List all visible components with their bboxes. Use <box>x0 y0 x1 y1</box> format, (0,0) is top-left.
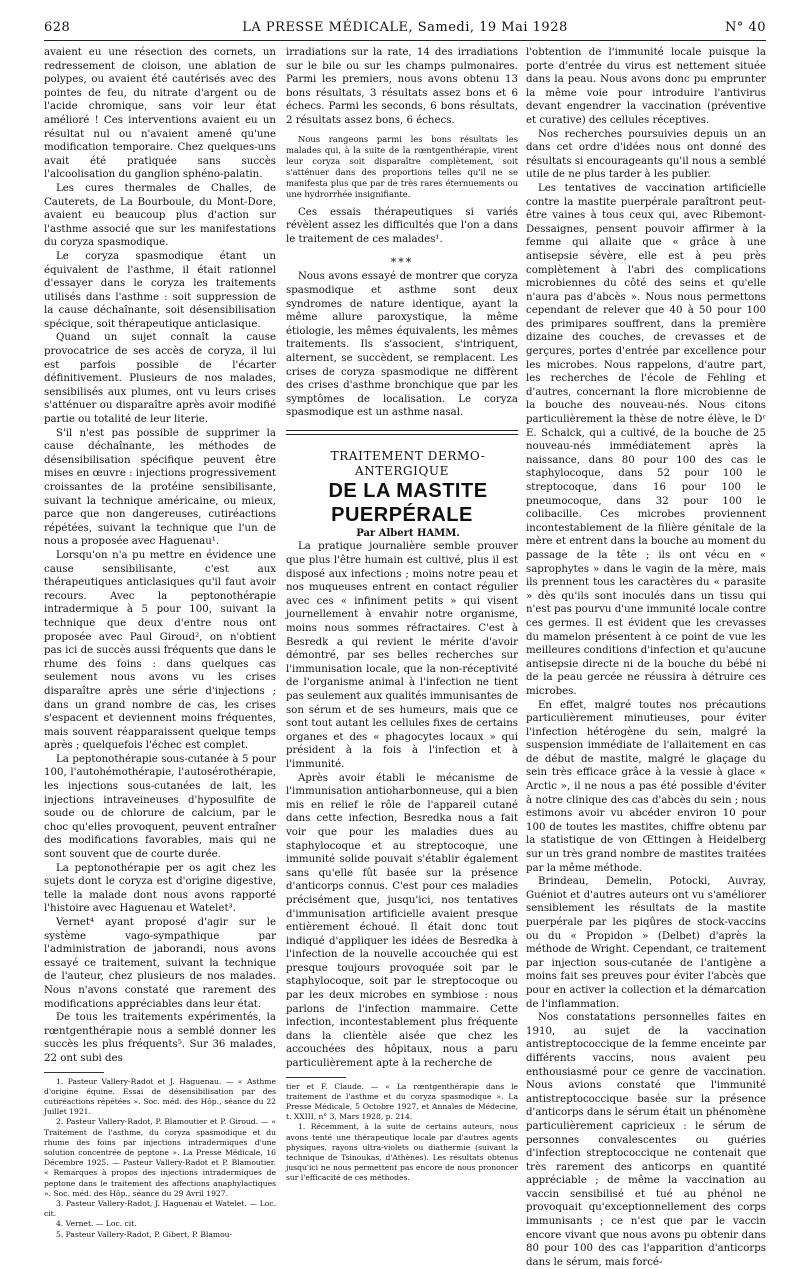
paragraph: Brindeau, Demelin, Potocki, Auvray, Guéniot et d'autres auteurs ont vu s'améliorer sensiblement les résultats de la mastite puerpérale par les piqûres de stock-vaccins ou du « Propidon » (Delbet) d'après la méthode de Wright. Cependant, ce traitement par injection sous-cutanée de l'antigène a moins fait ses preuves pour éviter l'abcès que pour en activer la collection et la démarcation de l'inflammation. <box>526 876 766 1010</box>
paragraph: Lorsqu'on n'a pu mettre en évidence une cause sensibilisante, c'est aux thérapeutiques anticlasiques qu'il faut avoir recours. Avec la peptonothérapie intradermique à 5 pour 100, suivant la technique que deux d'entre nous ont proposée avec Paul Giroud², on n'obtient pas ici de succès aussi fréquents que dans le rhume des foins : dans quelques cas seulement nous avons vu les crises disparaître après une série d'injections ; dans un grand nombre de cas, les crises s'espacent et deviennent moins fréquentes, mais souvent réapparaissent quelque temps après ; quelquefois l'échec est complet. <box>44 549 276 752</box>
page-number: 628 <box>44 20 71 35</box>
paragraph: En effet, malgré toutes nos précautions particulièrement minutieuses, pour éviter l'infection hétérogène du sein, malgré la suspension immédiate de l'allaitement en cas de début de mastite, malgré le glaçage du sein très efficace grâce à la vessie à glace « Arctic », il ne nous a pas été possible d'éviter à notre clinique des cas d'abcès du sein ; nous estimons avoir vu abcéder environ 10 pour 100 de toutes les mastites, chiffre obtenu par la statistique de von Œttingen à Heidelberg sur un très grand nombre de mastites traitées par la même méthode. <box>526 699 766 874</box>
footnote: 1. Pasteur Vallery-Radot et J. Haguenau. — « Asthme d'origine équine. Essai de désensibilisation par des cutiréactions répétées ». Soc. méd. des Hôp., séance du 22 Juillet 1921. <box>44 1076 276 1117</box>
paragraph: Vernet⁴ ayant proposé d'agir sur le système vago-sympathique par l'administration de jaborandi, nous avons essayé ce traitement, suivant la technique de l'auteur, chez plusieurs de nos malades. Nous n'avons constaté que rarement des modifications appréciables dans leur état. <box>44 917 276 1010</box>
article-separator <box>286 434 518 435</box>
footnote: 4. Vernet. — Loc. cit. <box>56 1219 137 1229</box>
paragraph: Les cures thermales de Challes, de Cauterets, de La Bourboule, du Mont-Dore, avaient eu beaucoup plus d'action sur l'asthme associé que sur les manifestations du coryza spasmodique. <box>44 182 276 249</box>
article-title: DE LA MASTITE PUERPÉRALE <box>328 479 488 526</box>
paragraph: La peptonothérapie sous-cutanée à 5 pour 100, l'autohémothérapie, l'autosérothérapie, les injections sous-cutanées de lait, les injections intraveineuses d'hyposulfite de soude ou de chlorure de calcium, par le choc qu'elles provoquent, peuvent entraîner des modifications favorables, mais qui ne sont souvent que de courte durée. <box>44 753 276 861</box>
column-right <box>526 46 766 1268</box>
paragraph: De tous les traitements expérimentés, la rœntgenthérapie nous a semblé donner les succès les plus fréquents⁵. Sur 36 malades, 22 ont subi des <box>44 1012 276 1064</box>
paragraph: Les tentatives de vaccination artificielle contre la mastite puerpérale paraîtront peut-être vaines à tous ceux qui, avec Ribemont-Dessaignes, pensent pouvoir affirmer à la femme qui allaite que « grâce à une antisepsie sévère, elle est à peu près complètement à l'abri des complications microbiennes du côté des seins et qu'elle n'aura pas d'abcès ». Nous nous permettons cependant de relever que 40 à 50 pour 100 des primipares souffrent, dans la première dizaine des couches, de crevasses et de gerçures, portes d'entrée par excellence pour les microbes. Nous rappelons, d'autre part, les recherches de l'école de Fehling et d'autres, concernant la flore microbienne de la bouche des nouveau-nés. Nous citons particulièrement la thèse de notre élève, le Dʳ E. Schalck, qui a cultivé, de la bouche de 25 nouveau-nés immédiatement après la naissance, dans 80 pour 100 des cas le staphylocoque, dans 52 pour 100 le streptocoque, dans 16 pour 100 le pneumocoque, dans 32 pour 100 le colibacille. Ces microbes proviennent incontestablement de la filière génitale de la mère et entrent dans la bouche au moment du passage de la tête ; ils ont vécu en « saprophytes » dans le vagin de la mère, mais ils prennent tous les caractères du « parasite » dès qu'ils sont inoculés dans un tissu qui n'est pas pourvu d'une immunité locale contre ces germes. Il est évident que les crevasses du mamelon présentent à ce point de vue les meilleures conditions d'infection et qu'aucune antisepsie directe ni de la bouche du bébé ni de la peau gercée ne réussira à détruire ces microbes. <box>526 182 766 697</box>
paragraph-small: Nous rangeons parmi les bons résultats les malades qui, à la suite de la rœntgenthérapie, virent leur coryza soit disparaître complètement, soit s'atténuer dans des proportions telles qu'il ne se manifesta plus que par de très rares éternuements ou une hydrorrhée insignifiante. <box>286 133 518 199</box>
column-middle <box>286 46 518 1183</box>
paragraph: Nous avons essayé de montrer que coryza spasmodique et asthme sont deux syndromes de nature identique, ayant la même allure paroxystique, la même étiologie, les mêmes équivalents, les mêmes traitements. Ils s'associent, s'intriquent, alternent, se succèdent, se remplacent. Les crises de coryza spasmodique ne diffèrent des crises d'asthme bronchique que par les symptômes de localisation. Le coryza spasmodique est un asthme nasal. <box>286 271 518 419</box>
footnote: 1. Récemment, à la suite de certains auteurs, nous avons tenté une thérapeutique locale par d'autres agents physiques, rayons ultra-violets ou diathermie (suivant la technique de Tsinoukas, d'Athènes). Les résultats obtenus jusqu'ici ne nous permettent pas encore de nous prononcer sur l'efficacité de ces méthodes. <box>286 1122 518 1183</box>
paragraph: Le coryza spasmodique étant un équivalent de l'asthme, il était rationnel d'essayer dans le coryza les traitements utilisés dans l'asthme : soit suppression de la cause déchaînante, soit désensibilisation spécique, soit thérapeutique anticlasique. <box>44 250 276 330</box>
paragraph: S'il n'est pas possible de supprimer la cause déchaînante, les méthodes de désensibilisation spécifique peuvent être mises en œuvre : injections progressivement croissantes de la protéine sensibilisante, suivant la technique américaine, ou mieux, parce que non dangereuses, cutiréactions répétées, suivant la technique que l'un de nous a proposée avec Haguenau¹. <box>44 427 276 548</box>
paragraph: Nos constatations personnelles faites en 1910, au sujet de la vaccination antistreptococcique de la femme enceinte par différents vaccins, nous avaient peu enthousiasmé pour ce genre de vaccination. Nous avions constaté que l'immunité antistreptococcique basée sur la présence d'anticorps dans le sérum était un phénomène particulièrement capricieux : le sérum de personnes convalescentes ou guéries d'infection streptococcique ne contenait que très rarement des anticorps en quantité appréciable ; de même la vaccination au vaccin sensibilisé et tué au phénol ne provoquait qu'exceptionnellement des corps immunisants ; ce n'est que par le vaccin encore vivant que nous avons pu obtenir dans 80 pour 100 des cas l'apparition d'anticorps dans le sérum, mais forcé- <box>526 1012 766 1268</box>
section-stars: ⁎⁎⁎ <box>390 252 414 266</box>
footnote: 3. Pasteur Vallery-Radot, J. Haguenau et Watelet. — Loc. cit. <box>44 1198 276 1219</box>
footnote: tier et F. Claude. — « La rœntgenthérapie dans le traitement de l'asthme et du coryza spasmodique ». La Presse Médicale, 5 Octobre 1927, et Annales de Médecine, t. XXIII, n° 3, Mars 1928, p. 214. <box>286 1081 518 1122</box>
paragraph: La peptonothérapie per os agit chez les sujets dont le coryza est d'origine digestive, telle la malade dont nous avons rapporté l'histoire avec Haguenau et Watelet³. <box>44 862 276 915</box>
paragraph: Ces essais thérapeutiques si variés révèlent assez les difficultés que l'on a dans le traitement de ces malades¹. <box>286 206 518 245</box>
paragraph: Quand un sujet connaît la cause provocatrice de ses accès de coryza, il lui est parfois possible de l'écarter définitivement. Plusieurs de nos malades, sensibilisés aux plumes, ont vu leurs crises s'atténuer ou disparaître après avoir modifié partie ou totalité de leur literie. <box>44 332 276 426</box>
article-kicker: TRAITEMENT DERMO-ANTERGIQUE <box>330 448 486 478</box>
footnote-rule <box>44 1072 104 1073</box>
paragraph: Après avoir établi le mécanisme de l'immunisation antioharbonneuse, qui a bien mis en relief le rôle de l'appareil cutané dans cette infection, Besredka nous a fait voir que pour les maladies dues au staphylocoque et au streptocoque, une immunité solide pouvait s'établir également sans qu'elle fût basée sur la présence d'anticorps connus. C'est pour ces maladies précisément que, jusqu'ici, nos tentatives d'immunisation artificielle avaient presque entièrement échoué. Il était donc tout indiqué d'appliquer les idées de Besredka à l'infection de la nouvelle accouchée qui est presque toujours provoquée soit par le staphylocoque, soit par le streptocoque ou par les deux microbes en symbiose : nous parlons de l'infection mammaire. Cette infection, incontestablement plus fréquente dans la clientèle aisée que chez les accouchées des hôpitaux, nous a paru particulièrement apte à la recherche de <box>286 772 518 1070</box>
footnote: 5. Pasteur Vallery-Radot, P. Gibert, P. Blamou- <box>56 1229 233 1239</box>
paragraph: Nos recherches poursuivies depuis un an dans cet ordre d'idées nous ont donné des résultats si encourageants qu'il nous a semblé utile de ne plus tarder à les publier. <box>526 128 766 181</box>
paragraph: l'obtention de l'immunité locale puisque la porte d'entrée du virus est nettement située dans la peau. Nous avons donc pu emprunter la même voie pour introduire l'antivirus devant engendrer la vaccination (préventive et curative) des cellules réceptives. <box>526 47 766 126</box>
header-rule <box>44 40 766 41</box>
paragraph: irradiations sur la rate, 14 des irradiations sur le bile ou sur les champs pulmonaires. Parmi les premiers, nous avons obtenu 13 bons résultats, 3 résultats assez bons et 6 échecs. Parmi les seconds, 6 bons résultats, 2 résultats assez bons, 6 échecs. <box>286 47 518 126</box>
column-left <box>44 46 276 1239</box>
footnote: 2. Pasteur Vallery-Radot, P. Blamoutier et P. Giroud. — « Traitement de l'asthme, du coryza spasmodique et du rhume des foins par injections intradermiques d'une solution concentrée de peptone ». La Presse Médicale, 16 Décembre 1925. — Pasteur Vallery-Radot et P. Blamoutier. « Remarques à propos des injections intradermiques de peptone dans le traitement des affections anaphylactiques ». Soc. méd. des Hôp., séance du 29 Avril 1927. <box>44 1117 276 1198</box>
article-separator <box>286 430 518 431</box>
paragraph: avaient eu une résection des cornets, un redressement de cloison, une ablation de polypes, ou avaient été cautérisés avec des pointes de feu, du nitrate d'argent ou de l'acide chromique, sans voir leur état amélioré ! Ces interventions avaient eu un résultat nul ou n'avaient amené qu'une modification temporaire. Chez quelques-uns avait été pratiquée sans succès l'alcoolisation du ganglion sphéno-palatin. <box>44 47 276 181</box>
journal-title: LA PRESSE MÉDICALE, Samedi, 19 Mai 1928 <box>242 20 568 35</box>
issue-number: N° 40 <box>724 20 766 35</box>
article-author: Par Albert HAMM. <box>356 527 460 539</box>
paragraph: La pratique journalière semble prouver que plus l'être humain est cultivé, plus il est disposé aux infections ; moins notre peau et nos muqueuses entrent en contact régulier avec ces « infiniment petits » qui visent journellement à envahir notre organisme, moins nous sommes réfractaires. C'est à Besredk a qui revient le mérite d'avoir démontré, par ses belles recherches sur l'immunisation locale, que la non-réceptivité de l'organisme animal à l'infection ne tient pas seulement aux qualités immunisantes de son sérum et de ses humeurs, mais que ce sont tout autant les cellules fixes de certains organes et des « phagocytes locaux » qui président à la fois à l'infection et à l'immunité. <box>286 541 518 770</box>
page-header <box>44 18 766 40</box>
footnote-rule <box>286 1077 346 1078</box>
